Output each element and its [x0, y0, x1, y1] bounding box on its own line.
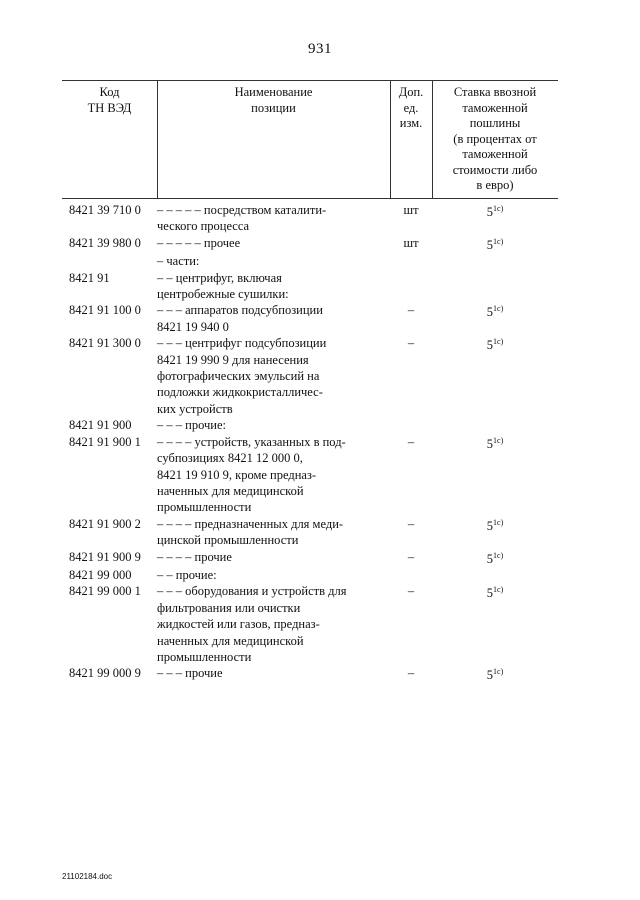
rate-footnote: 1с)	[493, 203, 504, 213]
table-row	[62, 302, 558, 335]
row-unit	[390, 417, 432, 433]
rate-footnote: 1с)	[493, 517, 504, 527]
rate-footnote: 1с)	[493, 550, 504, 560]
row-rate	[432, 302, 558, 335]
rate-footnote: 1с)	[493, 236, 504, 246]
rate-footnote: 1с)	[493, 337, 504, 347]
rate-value: 5	[486, 338, 494, 353]
rate-value: 5	[486, 436, 494, 451]
row-code: 8421 91 900 2	[69, 516, 141, 531]
row-rate	[432, 270, 558, 303]
row-unit: шт	[403, 235, 419, 250]
rate-value: 5	[486, 668, 494, 683]
row-name: – – – аппаратов подсубпозиции 8421 19 940 0	[157, 303, 323, 334]
row-code: 8421 99 000	[69, 567, 132, 582]
row-rate	[432, 549, 558, 567]
row-code: 8421 39 980 0	[69, 235, 141, 250]
row-name: – – – оборудования и устройств для фильтрования или очистки жидкостей или газов, предназ- наченных для медицинской промышленности	[157, 584, 347, 664]
rate-footnote: 1с)	[493, 435, 504, 445]
row-code: 8421 91	[69, 270, 110, 285]
table-row	[62, 665, 558, 683]
row-rate	[432, 253, 558, 269]
table-row	[62, 235, 558, 253]
table-header	[62, 80, 558, 199]
row-unit: –	[407, 434, 415, 449]
header-unit: Доп. ед. изм.	[398, 85, 424, 130]
rate-footnote: 1с)	[493, 304, 504, 314]
row-rate	[432, 434, 558, 516]
row-name: – – прочие:	[157, 567, 217, 582]
row-rate	[432, 516, 558, 549]
row-unit: –	[407, 516, 415, 531]
header-code: Код ТН ВЭД	[87, 85, 132, 115]
table-row	[62, 335, 558, 417]
rate-value: 5	[486, 237, 494, 252]
row-unit	[390, 567, 432, 583]
table-row	[62, 583, 558, 665]
table-row	[62, 417, 558, 433]
row-name: – – – прочие:	[157, 418, 226, 433]
row-code: 8421 91 300 0	[69, 336, 141, 351]
table-row	[62, 516, 558, 549]
row-code: 8421 39 710 0	[69, 203, 141, 217]
row-code: 8421 91 900 9	[69, 549, 141, 564]
row-rate	[432, 567, 558, 583]
row-name: – части:	[157, 254, 200, 269]
table-row	[62, 434, 558, 516]
row-rate	[432, 665, 558, 683]
row-rate	[432, 202, 558, 235]
row-rate	[432, 417, 558, 433]
table-row	[62, 202, 558, 235]
row-unit: –	[407, 549, 415, 564]
row-code: 8421 99 000 1	[69, 584, 141, 599]
table-row	[62, 567, 558, 583]
rate-value: 5	[486, 305, 494, 320]
rate-footnote: 1с)	[493, 585, 504, 595]
rate-value: 5	[486, 586, 494, 601]
row-name: – – – – прочие	[157, 549, 232, 564]
table-body	[62, 202, 558, 684]
tariff-table	[62, 80, 558, 684]
row-name: – – – прочие	[157, 666, 223, 681]
table-row	[62, 549, 558, 567]
rate-value: 5	[486, 205, 494, 219]
row-code: 8421 99 000 9	[69, 666, 141, 681]
rate-value: 5	[486, 518, 494, 533]
row-name: – – центрифуг, включая центробежные сушилки:	[157, 270, 289, 302]
row-unit: шт	[403, 203, 419, 217]
row-name: – – – центрифуг подсубпозиции 8421 19 990 9 для нанесения фотографических эмульсий на подложки жидкокристалличес- ких устройств	[157, 336, 327, 416]
row-unit	[390, 270, 432, 303]
header-name: Наименование позиции	[234, 85, 313, 115]
row-unit: –	[407, 303, 415, 318]
row-name: – – – – устройств, указанных в под- субпозициях 8421 12 000 0, 8421 19 910 9, кроме предназ- наченных для медицинской промышленности	[157, 434, 346, 515]
row-name: – – – – – посредством каталити- ческого процесса	[157, 203, 327, 234]
rate-footnote: 1с)	[493, 667, 504, 677]
row-code	[62, 253, 157, 269]
row-unit	[390, 253, 432, 269]
document-filename: 21102184.doc	[62, 872, 113, 881]
row-code: 8421 91 100 0	[69, 303, 141, 318]
row-rate	[432, 583, 558, 665]
header-rate: Ставка ввозной таможенной пошлины (в процентах от таможенной стоимости либо в евро)	[452, 85, 538, 192]
row-rate	[432, 335, 558, 417]
row-unit: –	[407, 666, 415, 681]
table-row	[62, 270, 558, 303]
row-unit: –	[407, 584, 415, 599]
row-code: 8421 91 900 1	[69, 434, 141, 449]
rate-value: 5	[486, 551, 494, 566]
page-number: 931	[308, 41, 332, 57]
row-unit: –	[407, 336, 415, 351]
table-row	[62, 253, 558, 269]
row-code: 8421 91 900	[69, 418, 132, 433]
row-name: – – – – предназначенных для меди- цинской промышленности	[157, 516, 344, 548]
row-name: – – – – – прочее	[157, 235, 241, 250]
row-rate	[432, 235, 558, 253]
